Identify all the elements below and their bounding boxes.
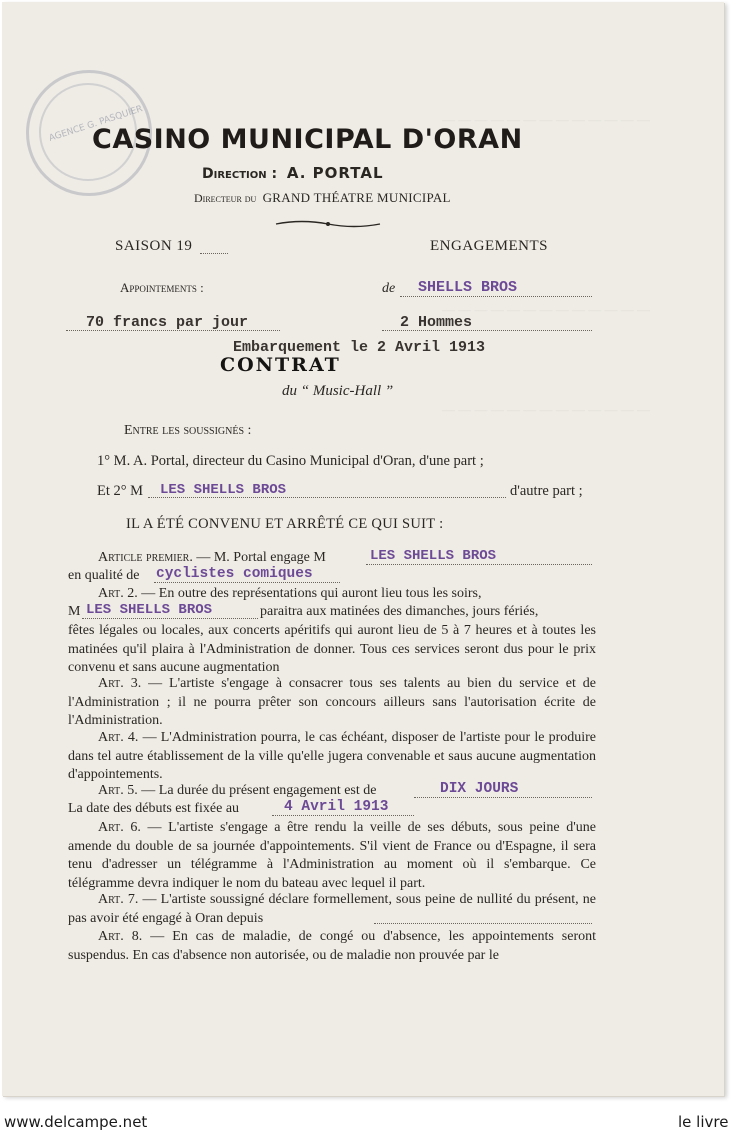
article-2-line-1 [98,586,482,602]
entre-label: Entre les soussignés : [124,423,252,438]
article-1-line-2: en qualité de [68,568,140,583]
saison-label: SAISON 19 [115,238,193,254]
article-4-text: — L'Administration pourra, le cas échéant, disposer de l'artiste pour le produire dans tel autre établissement de la ville qu'elle jugera convenable et saus aucune augmentation d'appointements. [68,730,596,782]
article-2-text-1: — En outre des représentations qui auront lieu tous les soirs, [141,586,482,601]
article-5-duration: DIX JOURS [440,781,519,797]
salary-value: 70 francs par jour [86,314,249,331]
convenu-heading: IL A ÉTÉ CONVENU ET ARRÊTÉ CE QUI SUIT : [126,516,444,532]
article-2-rest: fêtes légales ou locales, aux concerts apéritifs qui auront lieu de 5 à 7 heures et à toutes les matinées qu'il plaira à l'Administration de donner. Tous ces services seront dus pour le prix convenu et sans aucune augmentation [68,623,596,675]
article-1-quality: cyclistes comiques [156,566,313,582]
document-page [2,2,724,1096]
article-5-line-1 [98,783,376,799]
article-6-label: Art. 6. [98,820,141,835]
article-3 [68,675,596,731]
article-1-text: — M. Portal engage M [196,550,326,565]
article-4 [68,729,596,785]
article-3-text: — L'artiste s'engage à consacrer tous ses talents au bien du service et de l'Administration ; il ne pourra prêter son concours ailleurs sans l'autorisation écrite de l'Administration. [68,676,596,728]
artist-fill-line [400,296,592,297]
article-1-fill-line [366,564,592,565]
subtitle-prefix: Directeur du [194,191,257,205]
article-7-text: — L'artiste soussigné déclare formellement, sous peine de nullité du présent, ne pas avoir été engagé à Oran depuis [68,892,596,926]
article-7-label: Art. 7. [98,892,139,907]
article-2-text-2: paraitra aux matinées des dimanches, jours fériés, [260,604,539,619]
article-1-quality-fill-line [154,582,340,583]
party-two-prefix: Et 2° M [97,483,144,499]
casino-title: CASINO MUNICIPAL D'ORAN [92,124,523,155]
appointements-label: Appointements : [120,280,204,295]
embarquement-value: Embarquement le 2 Avril 1913 [233,339,486,356]
contract-title: CONTRAT [220,354,341,376]
article-8-label: Art. 8. [98,929,143,944]
engagements-label: ENGAGEMENTS [430,238,548,254]
artist-name: SHELLS BROS [418,279,518,296]
article-5-date-fill-line [272,815,414,816]
article-2-label: Art. 2. [98,586,138,601]
party-two-name: LES SHELLS BROS [160,482,287,498]
subtitle-line [194,190,451,206]
bleed-through: — — — — — — — — — — — — — [442,402,650,417]
party-one: 1° M. A. Portal, directeur du Casino Municipal d'Oran, d'une part ; [97,453,484,469]
direction-label: Direction : [202,166,278,182]
article-2-fill-line [82,618,258,619]
footer-watermark-right: le livre [678,1113,729,1131]
article-7-fill-line [374,923,592,924]
article-3-label: Art. 3. [98,676,142,691]
subtitle-main: GRAND THÉATRE MUNICIPAL [262,190,451,205]
director-name: A. PORTAL [286,164,384,182]
de-label: de [382,281,396,296]
article-1-label: Article premier. [98,550,193,565]
article-5-text: — La durée du présent engagement est de [141,783,377,798]
article-8-text: — En cas de maladie, de congé ou d'absence, les appointements seront suspendus. En cas d'absence non autorisée, ou de maladie non prouvée par le [68,929,596,963]
agency-stamp: AGENCE G. PASQUIER [26,70,152,196]
hommes-value: 2 Hommes [400,314,473,331]
article-2-name: LES SHELLS BROS [86,602,213,618]
contract-subtitle: du “ Music-Hall ” [282,383,394,399]
direction-line [202,164,384,183]
article-5-date: 4 Avril 1913 [284,799,389,815]
article-5-label: Art. 5. [98,783,138,798]
article-4-label: Art. 4. [98,730,139,745]
article-6 [68,819,596,893]
article-2-m: M [68,604,81,619]
footer-watermark-left: www.delcampe.net [4,1113,148,1131]
article-1-line-1 [98,550,326,566]
party-two-suffix: d'autre part ; [510,483,583,499]
article-5-fill-line [414,797,592,798]
saison-fill-line [200,253,228,254]
bleed-through: — — — — — — — — — — — — — [442,302,650,317]
article-1-name: LES SHELLS BROS [370,548,497,564]
bleed-through: — — — — — — — — — — — — — [442,112,650,127]
article-6-text: — L'artiste s'engage a être rendu la veille de ses débuts, sous peine d'une amende du double de sa journée d'appointements. S'il vient de France ou d'Espagne, il sera tenu d'adresser un télégramme à l'Administration au moment où il s'embarque. Ce télégramme devra indiquer le nom du bateau avec lequel il part. [68,820,596,891]
article-5-line-2: La date des débuts est fixée au [68,801,240,816]
article-8 [68,928,596,965]
ornament-divider [274,219,382,229]
